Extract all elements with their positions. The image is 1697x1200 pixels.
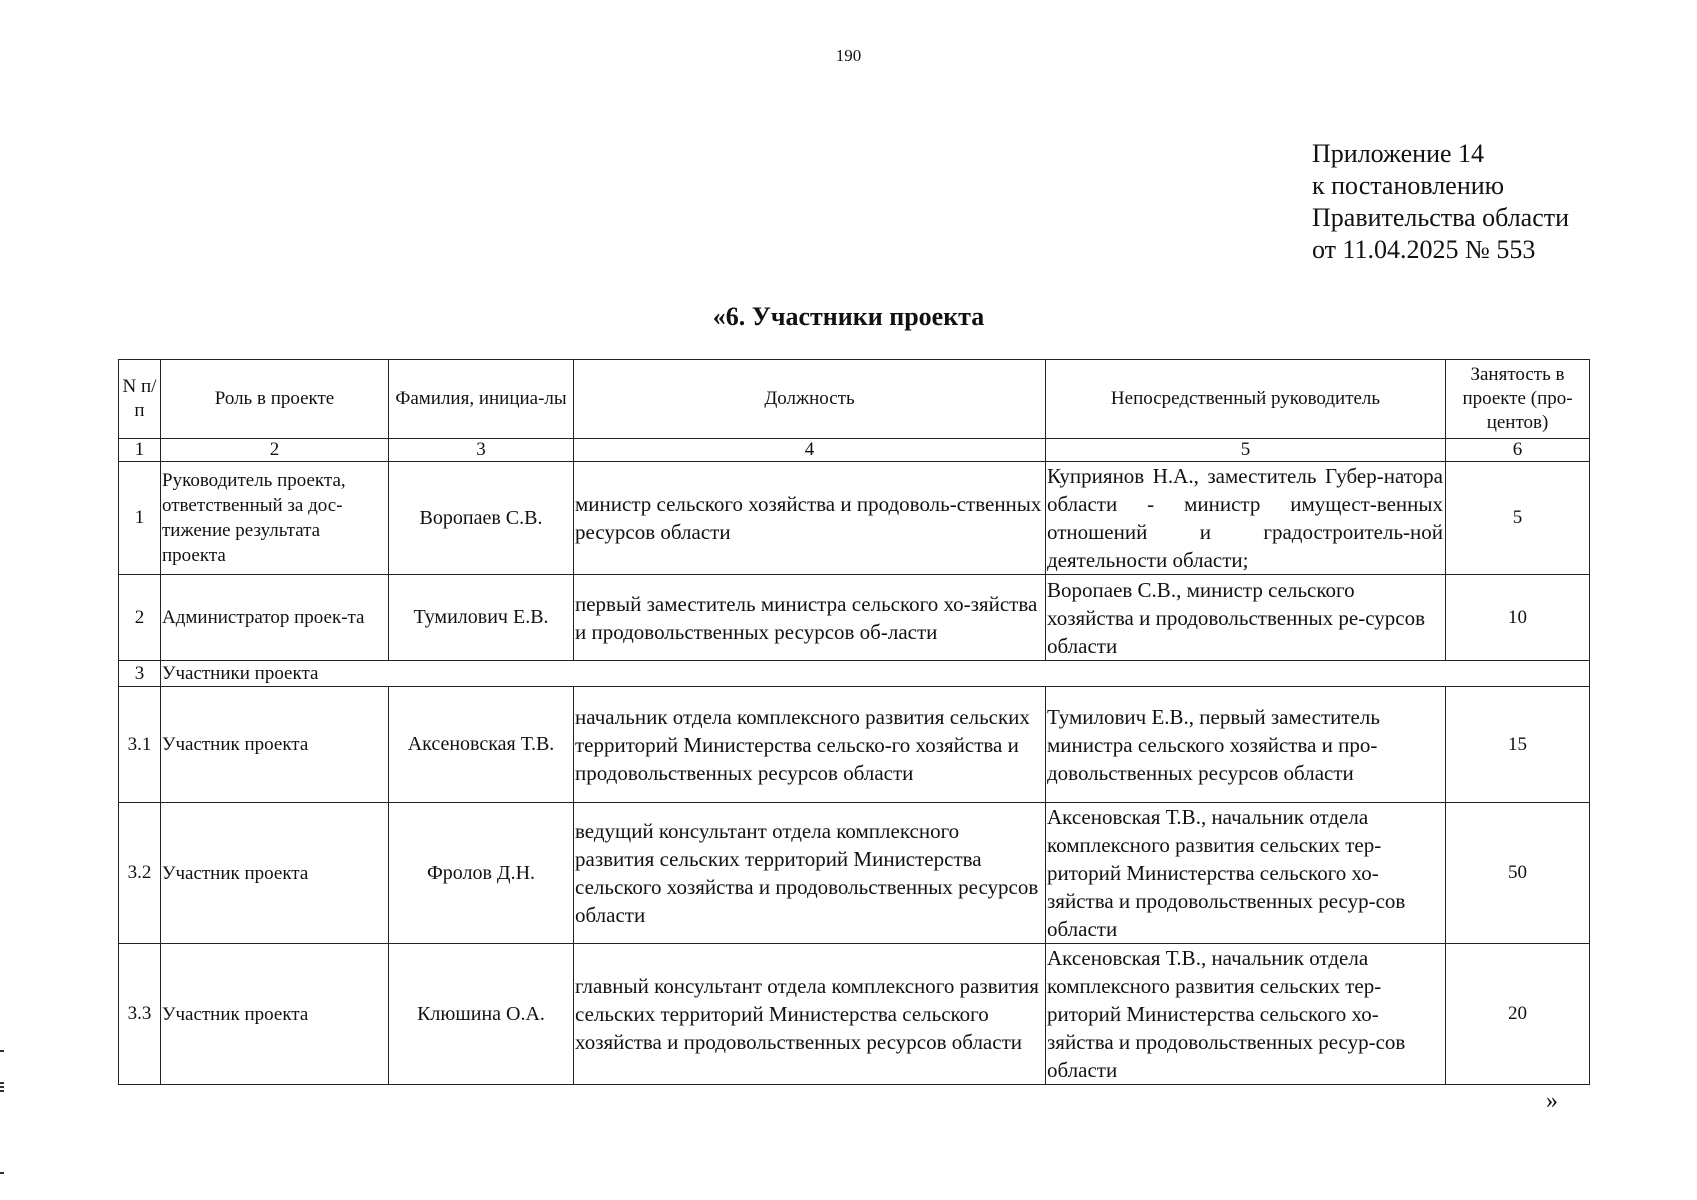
- scan-artifact: [0, 1082, 4, 1084]
- row-manager: Аксеновская Т.В., начальник отдела комплексного развития сельских тер-риторий Министерства сельского хо-зяйства и продовольственных ресур-сов области: [1046, 944, 1446, 1085]
- participants-table: [118, 359, 1590, 1085]
- scan-artifact: [0, 1172, 4, 1174]
- table-row: [119, 575, 1590, 661]
- row-role: Участник проекта: [161, 803, 389, 944]
- table-header-row: [119, 360, 1590, 439]
- row-name: Фролов Д.Н.: [389, 803, 574, 944]
- row-position: ведущий консультант отдела комплексного развития сельских территорий Министерства сельского хозяйства и продовольственных ресурсов области: [574, 803, 1046, 944]
- row-employment: 15: [1446, 687, 1590, 803]
- page-number: 190: [835, 46, 862, 65]
- header-manager: Непосредственный руководитель: [1046, 360, 1446, 439]
- row-position: главный консультант отдела комплексного развития сельских территорий Министерства сельского хозяйства и продовольственных ресурсов области: [574, 944, 1046, 1085]
- column-number-row: [119, 439, 1590, 462]
- row-manager: Воропаев С.В., министр сельского хозяйства и продовольственных ре-сурсов области: [1046, 575, 1446, 661]
- row-position: начальник отдела комплексного развития сельских территорий Министерства сельско-го хозяйства и продовольственных ресурсов области: [574, 687, 1046, 803]
- row-number: 3.1: [119, 687, 161, 803]
- header-name: Фамилия, инициа-лы: [389, 360, 574, 439]
- row-name: Клюшина О.А.: [389, 944, 574, 1085]
- row-number: 3.2: [119, 803, 161, 944]
- row-number: 3.3: [119, 944, 161, 1085]
- scan-artifact: [0, 1090, 4, 1092]
- section-label: Участники проекта: [161, 661, 1590, 687]
- row-employment: 50: [1446, 803, 1590, 944]
- section-row: [119, 661, 1590, 687]
- table-row: [119, 687, 1590, 803]
- appendix-block: [1312, 138, 1569, 266]
- row-role: Участник проекта: [161, 944, 389, 1085]
- row-name: Тумилович Е.В.: [389, 575, 574, 661]
- column-number: 5: [1046, 439, 1446, 462]
- appendix-line: Правительства области: [1312, 203, 1570, 232]
- row-employment: 5: [1446, 462, 1590, 575]
- appendix-line: от 11.04.2025 № 553: [1312, 235, 1536, 264]
- column-number: 2: [161, 439, 389, 462]
- row-position: министр сельского хозяйства и продоволь-ственных ресурсов области: [574, 462, 1046, 575]
- header-position: Должность: [574, 360, 1046, 439]
- row-name: Аксеновская Т.В.: [389, 687, 574, 803]
- appendix-line: Приложение 14: [1312, 139, 1485, 168]
- row-position: первый заместитель министра сельского хо-зяйства и продовольственных ресурсов об-ласти: [574, 575, 1046, 661]
- table-row: [119, 944, 1590, 1085]
- section-title: «6. Участники проекта: [712, 302, 985, 331]
- table-row: [119, 462, 1590, 575]
- row-number: 2: [119, 575, 161, 661]
- row-manager: Тумилович Е.В., первый заместитель министра сельского хозяйства и про-довольственных ресурсов области: [1046, 687, 1446, 803]
- closing-quote: »: [1546, 1088, 1558, 1114]
- header-n: N п/п: [119, 360, 161, 439]
- row-manager: Куприянов Н.А., заместитель Губер-натора области - министр имущест-венных отношений и градостроитель-ной деятельности области;: [1046, 462, 1446, 575]
- column-number: 4: [574, 439, 1046, 462]
- header-employment: Занятость в проекте (про-центов): [1446, 360, 1590, 439]
- column-number: 1: [119, 439, 161, 462]
- column-number: 6: [1446, 439, 1590, 462]
- appendix-line: к постановлению: [1312, 171, 1505, 200]
- table-row: [119, 803, 1590, 944]
- row-employment: 20: [1446, 944, 1590, 1085]
- header-role: Роль в проекте: [161, 360, 389, 439]
- row-manager: Аксеновская Т.В., начальник отдела комплексного развития сельских тер-риторий Министерства сельского хо-зяйства и продовольственных ресур-сов области: [1046, 803, 1446, 944]
- row-role: Участник проекта: [161, 687, 389, 803]
- row-name: Воропаев С.В.: [389, 462, 574, 575]
- scan-artifact: [0, 1086, 4, 1088]
- row-employment: 10: [1446, 575, 1590, 661]
- section-number: 3: [119, 661, 161, 687]
- row-role: Администратор проек-та: [161, 575, 389, 661]
- row-number: 1: [119, 462, 161, 575]
- scan-artifact: [0, 1050, 4, 1052]
- row-role: Руководитель проекта, ответственный за дос-тижение результата проекта: [161, 462, 389, 575]
- column-number: 3: [389, 439, 574, 462]
